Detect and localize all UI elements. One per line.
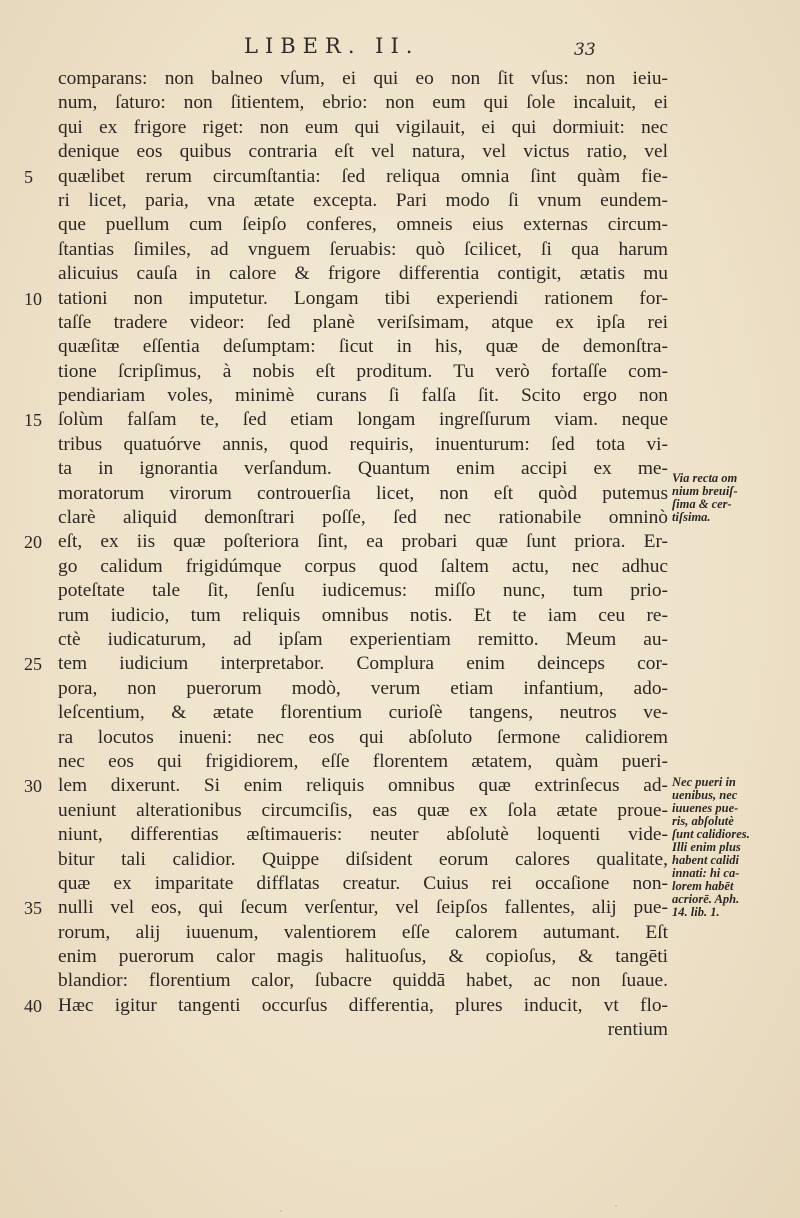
text-line xyxy=(24,408,668,432)
line-text: bitur tali calidior. Quippe diſsident eorum calores qualitate, xyxy=(58,848,668,870)
line-number: 5 xyxy=(24,166,33,187)
text-line xyxy=(58,384,668,408)
text-line xyxy=(58,189,668,213)
text-line xyxy=(24,896,668,920)
line-number: 35 xyxy=(24,898,42,919)
text-line xyxy=(58,823,668,847)
text-line xyxy=(58,67,668,91)
text-line xyxy=(58,335,668,359)
line-number: 25 xyxy=(24,654,42,675)
line-text: go calidum frigidúmque corpus quod ſaltem actu, nec adhuc xyxy=(58,555,668,577)
text-line xyxy=(24,652,668,676)
text-line xyxy=(58,799,668,823)
text-line xyxy=(58,677,668,701)
line-text: pendiariam voles, minimè curans ſi falſa ſit. Scito ergo non xyxy=(58,385,668,407)
line-text: ſtantias ſimiles, ad vnguem ſeruabis: quò ſcilicet, ſi qua harum xyxy=(58,238,668,260)
text-line xyxy=(58,969,668,993)
text-line xyxy=(58,311,668,335)
text-line xyxy=(24,530,668,554)
line-text: ra locutos inueni: nec eos qui abſoluto ſermone calidiorem xyxy=(58,726,668,748)
line-text: quæſitæ eſſentia deſumptam: ſicut in his, quæ de demonſtra- xyxy=(58,336,668,358)
text-line xyxy=(58,726,668,750)
text-line xyxy=(58,91,668,115)
line-text: ueniunt alterationibus circumciſis, eas quæ ex ſola ætate proue- xyxy=(58,799,668,821)
text-line xyxy=(58,482,668,506)
marginal-note-line: iuuenes pue- xyxy=(672,801,739,815)
line-number: 30 xyxy=(24,776,42,797)
text-line xyxy=(24,287,668,311)
line-text: poteſtate tale ſit, ſenſu iudicemus: miſſo nunc, tum prio- xyxy=(58,580,668,602)
line-number: 40 xyxy=(24,995,42,1016)
ink-speck xyxy=(615,1205,617,1207)
line-text: tem iudicium interpretabor. Complura enim deinceps cor- xyxy=(58,653,668,675)
line-text: qui ex frigore riget: non eum qui vigilauit, ei qui dormiuit: nec xyxy=(58,116,668,138)
line-text: clarè aliquid demonſtrari poſſe, ſed nec rationabile omninò xyxy=(58,507,668,529)
line-text: Hæc igitur tangenti occurſus differentia, plures inducit, vt flo- xyxy=(58,994,668,1016)
line-text: ctè iudicaturum, ad ipſam experientiam remitto. Meum au- xyxy=(58,628,668,650)
marginal-note-line: habent calidi xyxy=(672,853,740,867)
line-text: comparans: non balneo vſum, ei qui eo non ſit vſus: non ieiu- xyxy=(58,68,668,89)
line-text: tione ſcripſimus, à nobis eſt proditum. Tu verò fortaſſe com- xyxy=(58,360,668,382)
text-line xyxy=(58,140,668,164)
text-line xyxy=(58,921,668,945)
line-text: rentium xyxy=(607,1019,668,1041)
text-line xyxy=(24,774,668,798)
marginal-note-line: Illi enim plus xyxy=(672,840,741,854)
text-line xyxy=(58,262,668,286)
marginal-note-line: 14. lib. 1. xyxy=(672,905,720,919)
line-text: enim puerorum calor magis halituoſus, & copioſus, & tangēti xyxy=(58,946,668,968)
line-number: 15 xyxy=(24,410,42,431)
line-text: moratorum virorum controuerſia licet, non eſt quòd putemus xyxy=(58,482,668,504)
line-text: ſolùm falſam te, ſed etiam longam ingreſſurum viam. neque xyxy=(58,409,668,431)
text-line xyxy=(58,213,668,237)
line-text: tationi non imputetur. Longam tibi experiendi rationem for- xyxy=(58,287,668,309)
line-text: leſcentium, & ætate florentium curioſè tangens, neutros ve- xyxy=(58,702,668,724)
line-text: rum iudicio, tum reliquis omnibus notis. Et te iam ceu re- xyxy=(58,604,668,626)
line-text: que puellum cum ſeipſo conferes, omneis eius externas circum- xyxy=(58,214,668,236)
text-line xyxy=(24,165,668,189)
text-line xyxy=(58,1018,668,1042)
main-text-block xyxy=(24,67,668,1043)
text-line xyxy=(58,579,668,603)
marginal-note-line: ris, abſolutè xyxy=(672,814,734,828)
text-line xyxy=(58,848,668,872)
text-line xyxy=(58,555,668,579)
line-text: alicuius cauſa in calore & frigore differentia contigit, ætatis mu xyxy=(58,263,668,285)
line-text: ri licet, paria, vna ætate excepta. Pari modo ſi vnum eundem- xyxy=(58,189,668,211)
marginal-note-line: lorem habēt xyxy=(672,879,734,893)
line-text: nec eos qui frigidiorem, eſſe florentem ætatem, quàm pueri- xyxy=(58,750,668,772)
marginal-note-line: uenibus, nec xyxy=(672,788,738,802)
text-line xyxy=(24,994,668,1018)
running-head: LIBER. II. xyxy=(244,34,420,58)
page-number: 33 xyxy=(574,40,596,60)
line-text: quæ ex imparitate difflatas creatur. Cuius rei occaſione non- xyxy=(58,872,668,894)
text-line xyxy=(58,750,668,774)
text-line xyxy=(58,872,668,896)
page-header xyxy=(0,34,800,64)
line-text: denique eos quibus contraria eſt vel natura, vel victus ratio, vel xyxy=(58,141,668,163)
line-number: 20 xyxy=(24,532,42,553)
marginal-note-1 xyxy=(672,472,768,524)
line-text: blandior: florentium calor, ſubacre quiddā habet, ac non ſuaue. xyxy=(58,970,668,992)
line-number: 10 xyxy=(24,288,42,309)
text-line xyxy=(58,116,668,140)
text-line xyxy=(58,433,668,457)
line-text: eſt, ex iis quæ poſteriora ſint, ea probari quæ ſunt priora. Er- xyxy=(58,531,668,553)
marginal-note-2 xyxy=(672,776,768,919)
marginal-note-line: innati: hi ca- xyxy=(672,866,740,880)
line-text: tribus quatuórve annis, quod requiris, inuenturum: ſed tota vi- xyxy=(58,433,668,455)
text-line xyxy=(58,628,668,652)
text-line xyxy=(58,506,668,530)
line-text: niunt, differentias æſtimaueris: neuter abſolutè loquenti vide- xyxy=(58,824,668,846)
marginal-note-line: Nec pueri in xyxy=(672,775,736,789)
line-text: ta in ignorantia verſandum. Quantum enim accipi ex me- xyxy=(58,458,668,480)
text-line xyxy=(58,360,668,384)
marginal-note-line: acriorē. Aph. xyxy=(672,892,740,906)
text-line xyxy=(58,604,668,628)
line-text: quælibet rerum circumſtantia: ſed reliqua omnia ſint quàm fie- xyxy=(58,165,668,187)
marginal-note-line: ſunt calidiores. xyxy=(672,827,750,841)
line-text: nulli vel eos, qui ſecum verſentur, vel ſeipſos fallentes, alij pue- xyxy=(58,897,668,919)
marginal-note-line: Via recta om xyxy=(672,471,738,485)
line-text: pora, non puerorum modò, verum etiam infantium, ado- xyxy=(58,677,668,699)
text-line xyxy=(58,701,668,725)
line-text: taſſe tradere videor: ſed planè veriſsimam, atque ex ipſa rei xyxy=(58,311,668,333)
line-text: rorum, alij iuuenum, valentiorem eſſe calorem autumant. Eſt xyxy=(58,921,668,943)
marginal-note-line: tiſsima. xyxy=(672,510,711,524)
line-text: lem dixerunt. Si enim reliquis omnibus quæ extrinſecus ad- xyxy=(58,775,668,797)
marginal-note-line: nium breuiſ- xyxy=(672,484,738,498)
text-line xyxy=(58,238,668,262)
marginal-note-line: ſima & cer- xyxy=(672,497,732,511)
text-line xyxy=(58,457,668,481)
line-text: num, ſaturo: non ſitientem, ebrio: non eum qui ſole incaluit, ei xyxy=(58,92,668,114)
ink-speck xyxy=(280,1210,282,1212)
text-line xyxy=(58,945,668,969)
